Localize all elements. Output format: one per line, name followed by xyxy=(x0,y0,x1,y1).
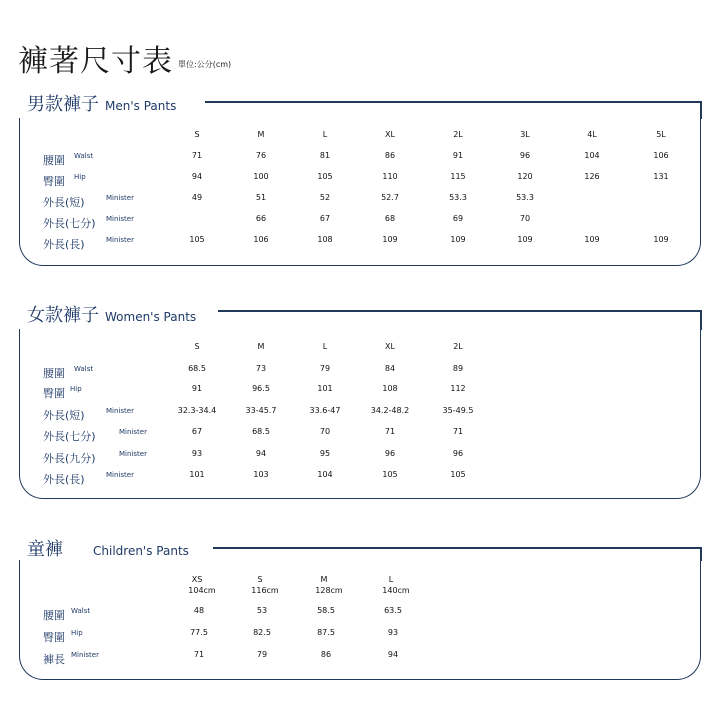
table-cell: 96 xyxy=(519,151,531,160)
height-label: 140cm xyxy=(382,586,410,595)
table-cell: 101 xyxy=(317,384,333,393)
size-header: M xyxy=(257,342,265,351)
table-cell: 105 xyxy=(189,235,205,244)
table-row-label xyxy=(43,191,134,210)
table-cell: 89 xyxy=(452,364,464,373)
table-cell: 32.3-34.4 xyxy=(177,406,217,415)
table-cell: 94 xyxy=(387,650,399,659)
table-cell: 112 xyxy=(450,384,466,393)
table-cell: 67 xyxy=(191,427,203,436)
table-cell: 71 xyxy=(384,427,396,436)
size-label: XS xyxy=(191,575,203,584)
kids-title-zh: 童褲 xyxy=(27,539,63,560)
womens-title-en: Women's Pants xyxy=(105,310,197,324)
size-header: L xyxy=(322,130,328,139)
table-cell: 52.7 xyxy=(381,193,399,202)
row-label-zh: 臀圍 xyxy=(43,631,65,644)
table-cell: 68.5 xyxy=(252,427,270,436)
row-label-zh: 腰圍 xyxy=(43,154,65,167)
table-row-label xyxy=(43,233,134,252)
table-cell: 96.5 xyxy=(252,384,270,393)
table-cell: 48 xyxy=(193,606,205,615)
womens-title-zh: 女款褲子 xyxy=(27,305,99,326)
table-cell: 95 xyxy=(319,449,331,458)
mens-right-connector xyxy=(700,101,702,119)
size-header: 2L xyxy=(453,130,463,139)
table-cell: 94 xyxy=(191,172,203,181)
size-header: 3L xyxy=(520,130,530,139)
table-cell: 49 xyxy=(191,193,203,202)
height-label: 104cm xyxy=(188,586,216,595)
row-label-en: Minister xyxy=(106,215,134,223)
size-label: S xyxy=(257,575,263,584)
table-cell: 105 xyxy=(382,470,398,479)
table-cell: 91 xyxy=(191,384,203,393)
table-cell: 73 xyxy=(255,364,267,373)
size-header: 4L xyxy=(587,130,597,139)
table-cell: 68 xyxy=(384,214,396,223)
table-cell: 33.6-47 xyxy=(309,406,341,415)
table-cell: 68.5 xyxy=(188,364,206,373)
table-cell: 93 xyxy=(387,628,399,637)
mens-section-title xyxy=(27,90,176,116)
row-label-zh: 外長(九分) xyxy=(43,452,96,465)
row-label-en: Minister xyxy=(71,651,99,659)
table-cell: 93 xyxy=(191,449,203,458)
table-cell: 108 xyxy=(317,235,333,244)
unit-note: 單位:公分(cm) xyxy=(178,60,232,69)
table-cell: 120 xyxy=(517,172,533,181)
table-cell: 35-49.5 xyxy=(442,406,474,415)
table-row-label xyxy=(43,447,147,466)
table-row-label xyxy=(43,604,91,623)
table-row-label xyxy=(43,212,134,231)
table-cell: 106 xyxy=(253,235,269,244)
kids-top-line xyxy=(213,547,701,549)
table-cell: 81 xyxy=(319,151,331,160)
table-cell: 104 xyxy=(317,470,333,479)
table-cell: 105 xyxy=(450,470,466,479)
table-cell: 76 xyxy=(255,151,267,160)
table-cell: 71 xyxy=(191,151,203,160)
kids-title-en: Children's Pants xyxy=(93,544,189,558)
table-cell: 67 xyxy=(319,214,331,223)
size-header xyxy=(169,574,229,596)
row-label-zh: 腰圍 xyxy=(43,609,65,622)
row-label-en: Minister xyxy=(119,428,147,436)
table-cell: 52 xyxy=(319,193,331,202)
table-cell: 77.5 xyxy=(190,628,208,637)
row-label-zh: 臀圍 xyxy=(43,175,65,188)
table-row-label xyxy=(43,382,82,401)
table-cell: 86 xyxy=(384,151,396,160)
table-cell: 63.5 xyxy=(384,606,402,615)
table-cell: 106 xyxy=(653,151,669,160)
row-label-en: Walst xyxy=(74,152,94,160)
table-cell: 71 xyxy=(452,427,464,436)
size-header xyxy=(232,574,292,596)
size-header: 5L xyxy=(656,130,666,139)
table-cell: 79 xyxy=(256,650,268,659)
kids-right-connector xyxy=(700,547,702,561)
table-cell: 109 xyxy=(382,235,398,244)
table-cell: 110 xyxy=(382,172,398,181)
size-header: XL xyxy=(385,130,395,139)
table-cell: 86 xyxy=(320,650,332,659)
row-label-en: Minister xyxy=(106,471,134,479)
table-cell: 101 xyxy=(189,470,205,479)
size-label: L xyxy=(388,575,394,584)
table-cell: 51 xyxy=(255,193,267,202)
table-cell: 131 xyxy=(653,172,669,181)
table-cell: 53.3 xyxy=(449,193,467,202)
row-label-zh: 外長(長) xyxy=(43,473,85,486)
table-cell: 103 xyxy=(253,470,269,479)
table-row-label xyxy=(43,149,94,168)
row-label-zh: 腰圍 xyxy=(43,367,65,380)
table-row-label xyxy=(43,468,134,487)
row-label-zh: 外長(短) xyxy=(43,196,85,209)
row-label-en: Minister xyxy=(106,407,134,415)
row-label-zh: 外長(短) xyxy=(43,409,85,422)
table-cell: 91 xyxy=(452,151,464,160)
kids-section-title xyxy=(27,535,189,561)
size-header: S xyxy=(194,130,200,139)
womens-section-title xyxy=(27,301,196,327)
row-label-en: Minister xyxy=(106,236,134,244)
row-label-en: Hip xyxy=(74,173,86,181)
table-cell: 70 xyxy=(319,427,331,436)
table-cell: 53.3 xyxy=(516,193,534,202)
size-header: XL xyxy=(385,342,395,351)
row-label-zh: 褲長 xyxy=(43,653,65,666)
table-cell: 109 xyxy=(450,235,466,244)
table-cell: 53 xyxy=(256,606,268,615)
row-label-en: Walst xyxy=(74,365,94,373)
table-cell: 96 xyxy=(452,449,464,458)
table-cell: 105 xyxy=(317,172,333,181)
table-row-label xyxy=(43,648,99,667)
table-cell: 71 xyxy=(193,650,205,659)
height-label: 116cm xyxy=(251,586,279,595)
mens-title-en: Men's Pants xyxy=(105,99,177,113)
row-label-en: Walst xyxy=(71,607,91,615)
table-row-label xyxy=(43,362,94,381)
table-row-label xyxy=(43,425,147,444)
row-label-en: Minister xyxy=(119,450,147,458)
table-row-label xyxy=(43,404,134,423)
table-cell: 108 xyxy=(382,384,398,393)
size-header: S xyxy=(194,342,200,351)
table-cell: 84 xyxy=(384,364,396,373)
row-label-zh: 外長(七分) xyxy=(43,430,96,443)
size-label: M xyxy=(320,575,328,584)
table-cell: 87.5 xyxy=(317,628,335,637)
mens-top-line xyxy=(205,101,701,103)
table-cell: 115 xyxy=(450,172,466,181)
table-cell: 79 xyxy=(319,364,331,373)
size-header: M xyxy=(257,130,265,139)
table-cell: 109 xyxy=(653,235,669,244)
row-label-en: Minister xyxy=(106,194,134,202)
row-label-en: Hip xyxy=(71,629,83,637)
table-cell: 70 xyxy=(519,214,531,223)
table-cell: 34.2-48.2 xyxy=(370,406,410,415)
table-row-label xyxy=(43,170,86,189)
table-cell: 58.5 xyxy=(317,606,335,615)
size-header: L xyxy=(322,342,328,351)
table-cell: 96 xyxy=(384,449,396,458)
size-header: 2L xyxy=(453,342,463,351)
size-header xyxy=(363,574,423,596)
table-cell: 66 xyxy=(255,214,267,223)
womens-right-connector xyxy=(700,310,702,330)
size-header xyxy=(296,574,356,596)
table-cell: 82.5 xyxy=(253,628,271,637)
row-label-zh: 外長(長) xyxy=(43,238,85,251)
row-label-en: Hip xyxy=(70,385,82,393)
table-cell: 100 xyxy=(253,172,269,181)
row-label-zh: 外長(七分) xyxy=(43,217,96,230)
mens-title-zh: 男款褲子 xyxy=(27,94,99,115)
row-label-zh: 臀圍 xyxy=(43,387,65,400)
table-cell: 33-45.7 xyxy=(245,406,277,415)
table-row-label xyxy=(43,626,83,645)
table-cell: 94 xyxy=(255,449,267,458)
womens-top-line xyxy=(218,310,701,312)
table-cell: 69 xyxy=(452,214,464,223)
page-title: 褲著尺寸表 xyxy=(18,44,173,79)
table-cell: 126 xyxy=(584,172,600,181)
table-cell: 109 xyxy=(584,235,600,244)
table-cell: 109 xyxy=(517,235,533,244)
table-cell: 104 xyxy=(584,151,600,160)
height-label: 128cm xyxy=(315,586,343,595)
